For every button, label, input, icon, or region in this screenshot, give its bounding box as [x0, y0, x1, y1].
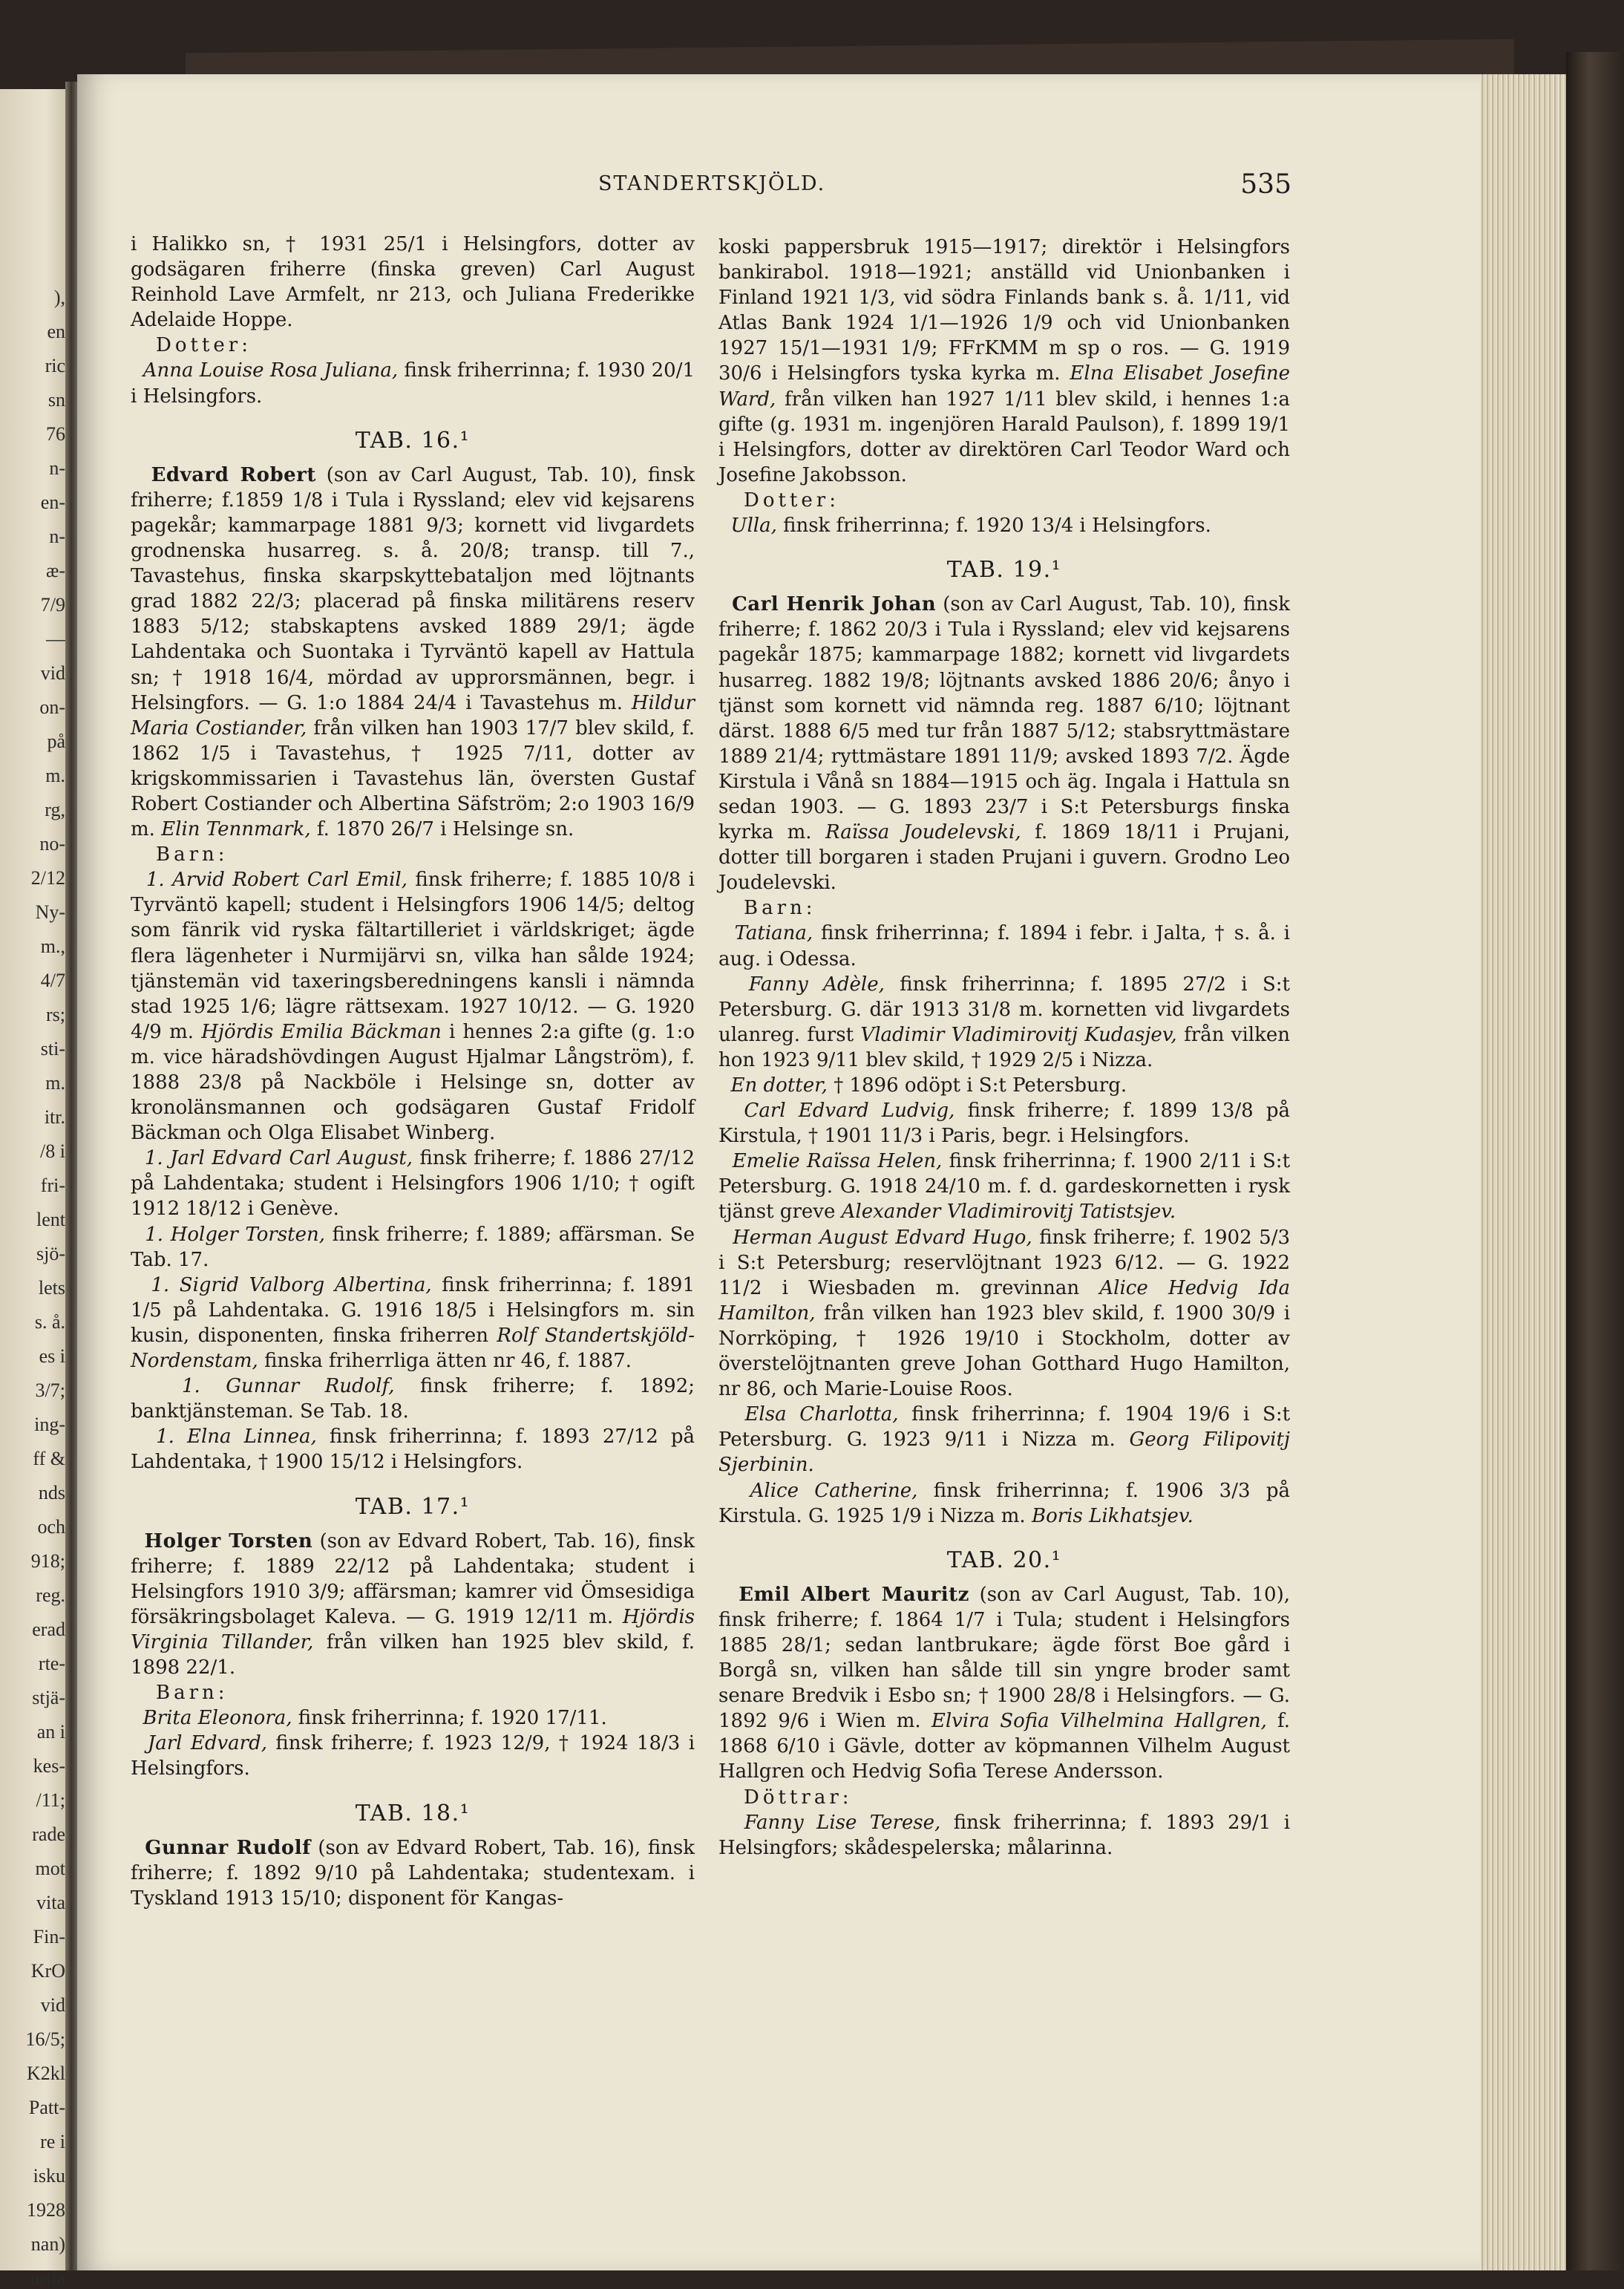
edge-text-fragment: sti-	[40, 1038, 65, 1059]
paragraph: i Halikko sn, † 1931 25/1 i Helsingfors, dotter av godsägaren friherre (finska greven) Carl August Reinhold Lave Armfelt, nr 213, och Juliana Frederikke Adelaide Hoppe.	[131, 233, 695, 332]
tab-heading: TAB. 17.¹	[355, 1493, 471, 1520]
section-label: Dotter:	[156, 334, 252, 357]
edge-text-fragment: rs;	[46, 1004, 65, 1025]
edge-text-fragment: isku	[33, 2165, 65, 2187]
edge-text-fragment: nds	[38, 1482, 65, 1503]
edge-text-fragment: vid	[40, 662, 65, 684]
edge-text-fragment: itr.	[44, 1106, 65, 1128]
edge-text-fragment: on-	[39, 696, 65, 718]
edge-text-fragment: rg,	[45, 799, 65, 820]
paragraph: koski pappersbruk 1915—1917; direktör i Helsingfors bankirabol. 1918—1921; anställd vid Unionbanken i Finland 1921 1/3, vid södra Finlands bank s. å. 1/11, vid Atlas Bank 1924 1/1—1926 1/9 och vid Unionbanken 1927 15/1—1931 1/9; FFrKMM m sp o ros. — G. 1919 30/6 i Helsingfors tyska kyrka m. Elna Elisabet Josefine Ward, från vilken han 1927 1/11 blev skild, i hennes 1:a gifte (g. 1931 m. ingenjören Harald Paulson), f. 1899 19/1 i Helsingfors, dotter av direktören Carl Teodor Ward och Josefine Jakobsson.	[718, 236, 1290, 486]
entry: Alice Catherine, finsk friherrinna; f. 1906 3/3 på Kirstula. G. 1925 1/9 i Nizza m. Boris Likhatsjev.	[718, 1479, 1290, 1527]
edge-text-fragment: rade	[32, 1823, 65, 1845]
entry: 1. Gunnar Rudolf, finsk friherre; f. 1892; banktjänsteman. Se Tab. 18.	[131, 1375, 695, 1423]
edge-text-fragment: KrO	[30, 1960, 65, 1982]
left-page-edge	[0, 89, 65, 2289]
edge-text-fragment: ing-	[34, 1414, 65, 1435]
tab-heading: TAB. 20.¹	[946, 1547, 1062, 1573]
entry: Anna Louise Rosa Juliana, finsk friherrinna; f. 1930 20/1 i Helsingfors.	[131, 359, 695, 408]
edge-text-fragment: 3/7;	[35, 1379, 65, 1401]
entry: Tatiana, finsk friherrinna; f. 1894 i febr. i Jalta, † s. å. i aug. i Odessa.	[718, 922, 1291, 970]
entry: Elsa Charlotta, finsk friherrinna; f. 1904 19/6 i S:t Petersburg. G. 1923 9/11 i Nizza m. Georg Filipovitj Sjerbinin.	[718, 1403, 1291, 1477]
left-column	[131, 232, 695, 1911]
edge-text-fragment: sn	[48, 389, 65, 411]
entry: 1. Sigrid Valborg Albertina, finsk friherrinna; f. 1891 1/5 på Lahdentaka. G. 1916 18/5 i Helsingfors m. sin kusin, disponenten, finska friherren Rolf Standertskjöld-Nordenstam, finska friherrliga ätten nr 46, f. 1887.	[131, 1273, 695, 1373]
book-gutter	[65, 82, 77, 2270]
entry: Fanny Adèle, finsk friherrinna; f. 1895 27/2 i S:t Petersburg. G. där 1913 31/8 m. kornetten vid livgardets ulanreg. furst Vladimir Vladimirovitj Kudasjev, från vilken hon 1923 9/11 blev skild, † 1929 2/5 i Nizza.	[718, 973, 1291, 1071]
edge-text-fragment: n-	[49, 526, 65, 547]
section-label: Barn:	[156, 843, 229, 866]
edge-text-fragment: m.,	[40, 935, 65, 957]
right-column	[718, 235, 1290, 1861]
edge-text-fragment: æ-	[46, 560, 65, 581]
page-number: 535	[1240, 169, 1291, 200]
entry: Fanny Lise Terese, finsk friherrinna; f. 1893 29/1 i Helsingfors; skådespelerska; målarinna.	[718, 1811, 1291, 1859]
entry: Holger Torsten (son av Edvard Robert, Tab. 16), finsk friherre; f. 1889 22/12 på Lahdentaka; student i Helsingfors 1910 3/9; affärsman; kamrer vid Ömsesidiga försäkringsbolaget Kaleva. — G. 1919 12/11 m. Hjördis Virginia Tillander, från vilken han 1925 blev skild, f. 1898 22/1.	[131, 1529, 695, 1679]
edge-text-fragment: 7/9	[40, 594, 65, 615]
tab-heading: TAB. 18.¹	[355, 1800, 471, 1826]
edge-text-fragment: s. å.	[34, 1311, 65, 1333]
entry: Edvard Robert (son av Carl August, Tab. 10), finsk friherre; f.1859 1/8 i Tula i Ryssland; elev vid kejsarens pagekår; kammarpage 1881 9/3; kornett vid livgardets grodnenska husarreg. s. å. 20/8; transp. till 7., Tavastehus, finska skarpskyttebataljon med löjtnants grad 1882 22/3; placerad på finska militärens reserv 1883 5/12; stabskaptens avsked 1889 29/1; ägde Lahdentaka och Suontaka i Tyrväntö kapell av Hattula sn; † 1918 16/4, mördad av upprorsmännen, begr. i Helsingfors. — G. 1:o 1884 24/4 i Tavastehus m. Hildur Maria Costiander, från vilken han 1903 17/7 blev skild, f. 1862 1/5 i Tavastehus, † 1925 7/11, dotter av krigskommissarien i Tavastehus län, översten Gustaf Robert Costiander och Albertina Säfström; 2:o 1903 16/9 m. Elin Tennmark, f. 1870 26/7 i Helsinge sn.	[131, 463, 695, 841]
entry: Carl Henrik Johan (son av Carl August, Tab. 10), finsk friherre; f. 1862 20/3 i Tula i Ryssland; elev vid kejsarens pagekår 1875; kammarpage 1882; kornett vid livgardets husarreg. 1882 19/8; löjtnants avsked 1886 20/6; ånyo i tjänst som kornett vid nämnda reg. 1887 6/10; löjtnant därst. 1888 6/5 med tur från 1887 5/12; stabsryttmästare 1889 21/4; ryttmästare 1891 11/9; avsked 1893 7/2. Ägde Kirstula i Vånå sn 1884—1915 och äg. Ingala i Hattula sn sedan 1903. — G. 1893 23/7 i S:t Petersburgs finska kyrka m. Raïssa Joudelevski, f. 1869 18/11 i Prujani, dotter till borgaren i staden Prujani i guvern. Grodno Leo Joudelevski.	[718, 593, 1291, 895]
edge-text-fragment: 1928	[27, 2199, 65, 2221]
edge-text-fragment: /8 i	[40, 1140, 65, 1162]
edge-text-fragment: en-	[40, 492, 65, 513]
entry: Emelie Raïssa Helen, finsk friherrinna; f. 1900 2/11 i S:t Petersburg. G. 1918 24/10 m. f. d. gardeskornetten i rysk tjänst greve Alexander Vladimirovitj Tatistsjev.	[718, 1150, 1291, 1224]
edge-text-fragment: 76	[46, 423, 65, 445]
edge-text-fragment: n-	[49, 457, 65, 479]
entry: Ulla, finsk friherrinna; f. 1920 13/4 i Helsingfors.	[730, 515, 1211, 538]
entry: Herman August Edvard Hugo, finsk friherre; f. 1902 5/3 i S:t Petersburg; reservlöjtnant 1923 6/12. — G. 1922 11/2 i Wiesbaden m. grevinnan Alice Hedvig Ida Hamilton, från vilken han 1923 blev skild, f. 1900 30/9 i Norrköping, † 1926 19/10 i Stockholm, dotter av överstelöjtnanten greve Johan Gotthard Hugo Hamilton, nr 86, och Marie-Louise Roos.	[718, 1226, 1291, 1401]
entry: Jarl Edvard, finsk friherre; f. 1923 12/9, † 1924 18/3 i Helsingfors.	[131, 1732, 695, 1780]
entry: 1. Elna Linnea, finsk friherrinna; f. 1893 27/12 på Lahdentaka, † 1900 15/12 i Helsingfors.	[131, 1426, 695, 1474]
edge-text-fragment: på	[47, 731, 65, 752]
edge-text-fragment: lent	[36, 1209, 65, 1230]
running-header: STANDERTSKJÖLD.	[598, 172, 826, 195]
edge-text-fragment: urila	[30, 2267, 65, 2289]
edge-text-fragment: ),	[53, 287, 65, 308]
section-label: Dotter:	[744, 489, 839, 512]
edge-text-fragment: ff &	[33, 1448, 65, 1469]
edge-text-fragment: en	[47, 321, 65, 342]
entry: 1. Holger Torsten, finsk friherre; f. 1889; affärsman. Se Tab. 17.	[131, 1223, 695, 1271]
edge-text-fragment: lets	[38, 1277, 65, 1299]
edge-text-fragment: vid	[40, 1994, 65, 2016]
edge-text-fragment: kes-	[33, 1755, 65, 1777]
edge-text-fragment: m.	[45, 1072, 65, 1094]
edge-text-fragment: Ny-	[35, 901, 65, 923]
edge-text-fragment: mot	[35, 1858, 65, 1879]
edge-text-fragment: och	[37, 1516, 65, 1538]
section-label: Barn:	[744, 897, 816, 920]
entry: 1. Jarl Edvard Carl August, finsk friherre; f. 1886 27/12 på Lahdentaka; student i Helsingfors 1906 1/10; † ogift 1912 18/12 i Genève.	[131, 1147, 695, 1221]
edge-text-fragment: rte-	[38, 1653, 65, 1674]
entry: Emil Albert Mauritz (son av Carl August, Tab. 10), finsk friherre; f. 1864 1/7 i Tula; student i Helsingfors 1885 28/1; sedan lantbrukare; ägde först Boe gård i Borgå sn, vilken han sålde till sin yngre broder samt senare Bredvik i Esbo sn; † 1900 28/8 i Helsingfors. — G. 1892 9/6 i Wien m. Elvira Sofia Vilhelmina Hallgren, f. 1868 6/10 i Gävle, dotter av köpmannen Vilhelm August Hallgren och Hedvig Sofia Terese Andersson.	[718, 1583, 1291, 1783]
person-name: Edvard Robert	[151, 463, 316, 486]
entry: En dotter, † 1896 odöpt i S:t Petersburg.	[730, 1074, 1127, 1097]
entry: 1. Arvid Robert Carl Emil, finsk friherre; f. 1885 10/8 i Tyrväntö kapell; student i Helsingfors 1906 14/5; deltog som fänrik vid ryska fältartilleriet i världskriget; ägde flera lägenheter i Nurmijärvi sn, vilka han sålde 1924; tjänstemän vid taxeringsberedningens kansli i nämnda stad 1925 1/6; lägre rättsexam. 1927 10/12. — G. 1920 4/9 m. Hjördis Emilia Bäckman i hennes 2:a gifte (g. 1:o m. vice häradshövdingen August Hjalmar Långström), f. 1888 23/8 på Nackböle i Helsinge sn, dotter av kronolänsmannen och godsägaren Gustaf Fridolf Bäckman och Olga Elisabet Winberg.	[131, 869, 695, 1145]
edge-text-fragment: 2/12	[30, 867, 65, 889]
edge-text-fragment: Fin-	[33, 1926, 65, 1947]
edge-text-fragment: 16/5;	[25, 2028, 65, 2050]
edge-text-fragment: erad	[32, 1619, 65, 1640]
edge-text-fragment: es i	[39, 1345, 65, 1367]
section-label: Döttrar:	[744, 1786, 853, 1809]
edge-text-fragment: fri-	[40, 1175, 65, 1196]
edge-text-fragment: reg.	[36, 1584, 65, 1606]
edge-text-fragment: K2kl	[27, 2063, 65, 2084]
edge-text-fragment: no-	[39, 833, 65, 855]
tab-heading: TAB. 19.¹	[946, 557, 1062, 584]
edge-text-fragment: re i	[40, 2131, 65, 2152]
edge-text-fragment: 4/7	[40, 970, 65, 991]
edge-text-fragment: nan)	[30, 2233, 65, 2255]
edge-text-fragment: vita	[36, 1892, 65, 1913]
edge-text-fragment: an i	[36, 1721, 65, 1743]
entry: Brita Eleonora, finsk friherrinna; f. 1920 17/11.	[143, 1707, 607, 1730]
section-label: Barn:	[156, 1682, 229, 1705]
edge-text-fragment: stjä-	[32, 1687, 65, 1708]
entry: Gunnar Rudolf (son av Edvard Robert, Tab. 16), finsk friherre; f. 1892 9/10 på Lahdentaka; studentexam. i Tyskland 1913 15/10; disponent för Kangas-	[131, 1836, 695, 1910]
edge-text-fragment: ric	[45, 355, 65, 376]
tab-heading: TAB. 16.¹	[355, 427, 471, 454]
person-name: Anna Louise Rosa Juliana,	[143, 359, 399, 382]
edge-text-fragment: m.	[45, 765, 65, 786]
page-stack-edge	[1480, 74, 1566, 2270]
edge-text-fragment: sjö-	[36, 1243, 65, 1264]
edge-text-fragment: —	[46, 628, 65, 650]
edge-text-fragment: /11;	[36, 1789, 65, 1811]
edge-text-fragment: 918;	[30, 1550, 65, 1572]
book-cover-right	[1566, 52, 1624, 2270]
edge-text-fragment: Patt-	[28, 2097, 65, 2118]
entry: Carl Edvard Ludvig, finsk friherre; f. 1899 13/8 på Kirstula, † 1901 11/3 i Paris, begr. i Helsingfors.	[718, 1100, 1291, 1148]
